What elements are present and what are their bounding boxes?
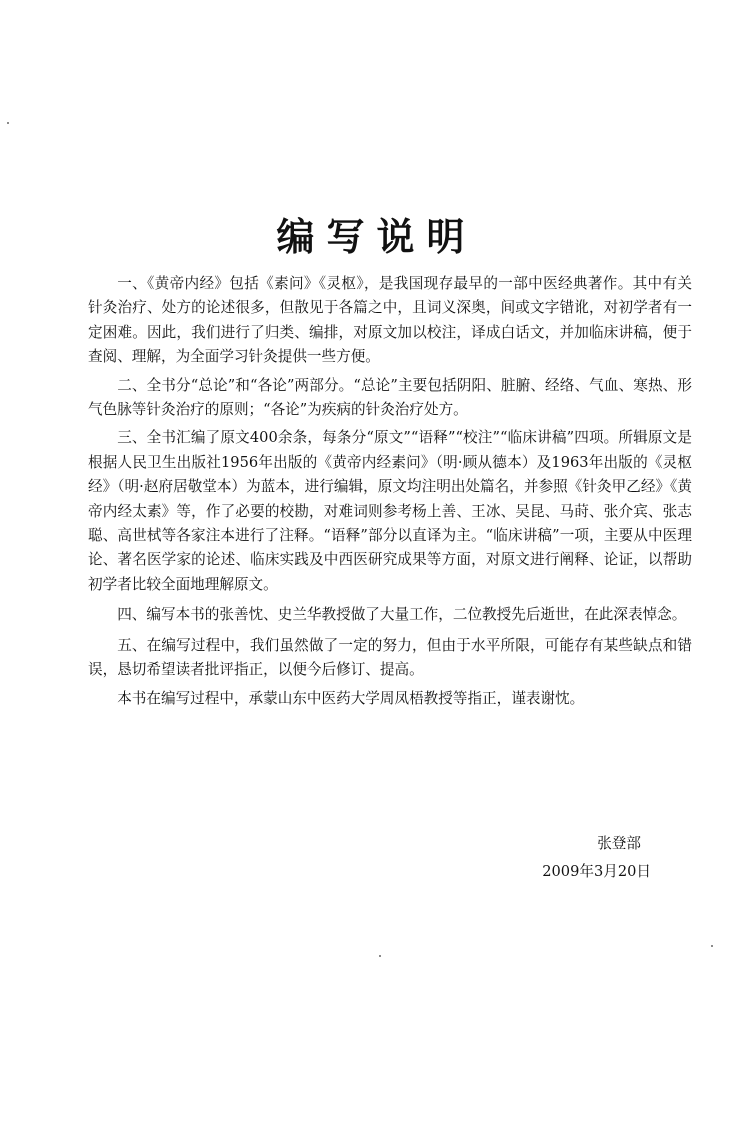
scan-speck <box>711 945 713 947</box>
signature-block <box>542 830 651 886</box>
scan-speck <box>7 122 9 124</box>
signature-name: 张登部 <box>597 835 641 852</box>
paragraph-2: 二、全书分“总论”和“各论”两部分。“总论”主要包括阴阳、脏腑、经络、气血、寒热、形气色脉等针灸治疗的原则；“各论”为疾病的针灸治疗处方。 <box>88 376 692 419</box>
body-text <box>88 272 692 715</box>
signature-date: 2009年3月20日 <box>542 863 651 880</box>
paragraph-5: 五、在编写过程中，我们虽然做了一定的努力，但由于水平所限，可能存有某些缺点和错误，恳切希望读者批评指正，以便今后修订、提高。 <box>88 636 692 679</box>
paragraph-3: 三、全书汇编了原文400余条，每条分“原文”“语释”“校注”“临床讲稿”四项。所辑原文是根据人民卫生出版社1956年出版的《黄帝内经素问》（明·顾从德本）及1963年出版的《灵枢经》（明·赵府居敬堂本）为蓝本，进行编辑，原文均注明出处篇名，并参照《针灸甲乙经》《黄帝内经太素》等，作了必要的校勘，对难词则参考杨上善、王冰、吴昆、马莳、张介宾、张志聪、高世栻等各家注本进行了注释。“语释”部分以直译为主。“临床讲稿”一项，主要从中医理论、著名医学家的论述、临床实践及中西医研究成果等方面，对原文进行阐释、论证，以帮助初学者比较全面地理解原文。 <box>88 429 692 593</box>
paragraph-6: 本书在编写过程中，承蒙山东中医药大学周凤梧教授等指正，谨表谢忱。 <box>117 689 585 707</box>
paragraph-1: 一、《黄帝内经》包括《素问》《灵枢》，是我国现存最早的一部中医经典著作。其中有关针灸治疗、处方的论述很多，但散见于各篇之中，且词义深奥，间或文字错讹，对初学者有一定困难。因此，我们进行了归类、编排，对原文加以校注，译成白话文，并加临床讲稿，便于查阅、理解，为全面学习针灸提供一些方便。 <box>88 275 692 366</box>
scan-speck <box>379 955 381 957</box>
page-title: 编写说明 <box>276 215 477 259</box>
paragraph-4: 四、编写本书的张善忱、史兰华教授做了大量工作，二位教授先后逝世，在此深表悼念。 <box>117 606 687 624</box>
